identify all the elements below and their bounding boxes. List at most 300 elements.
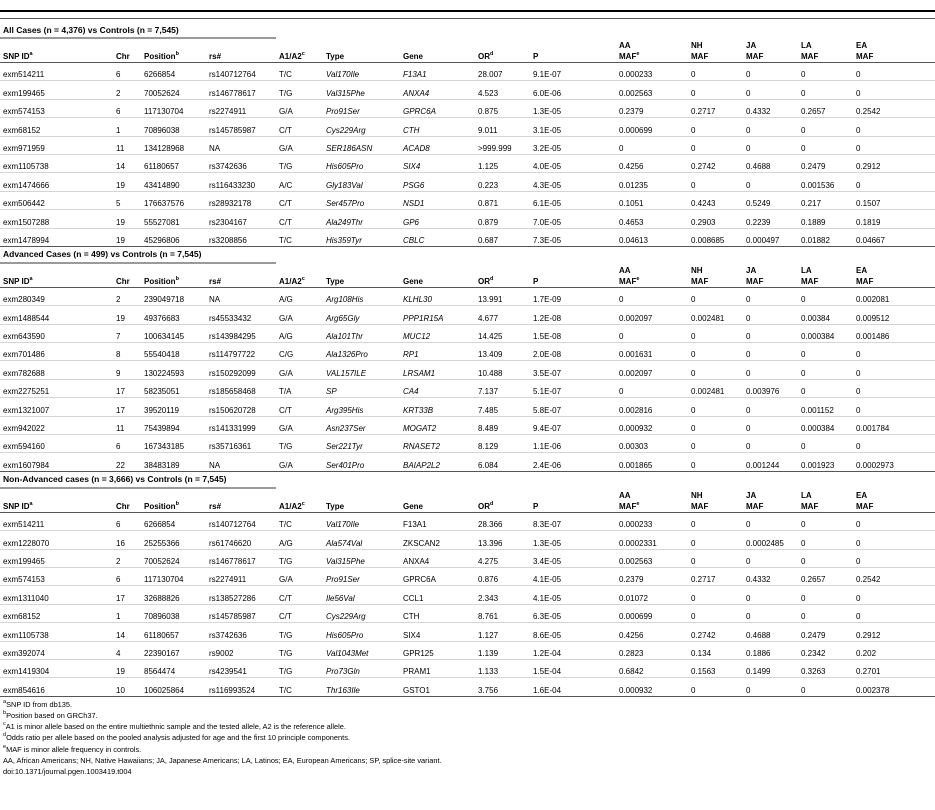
cell: 0.2657 [798,567,853,585]
cell: NSD1 [400,191,475,209]
cell: 1.2E-08 [530,306,616,324]
cell: 0 [853,549,935,567]
cell: ANXA4 [400,81,475,99]
cell: 0 [853,63,935,81]
cell: G/A [276,453,323,471]
cell: 0 [688,173,743,191]
cell: 0.1499 [743,659,798,677]
table-row [0,173,935,191]
cell: Val170Ile [323,512,400,530]
cell: 1.6E-04 [530,678,616,696]
table-row [0,191,935,209]
cell: exm1419304 [0,659,113,677]
cell: 0 [688,343,743,361]
section-title: All Cases (n = 4,376) vs Controls (n = 7,545) [3,24,179,35]
cell: 6 [113,512,141,530]
cell: Ala101Thr [323,324,400,342]
cell: SER186ASN [323,136,400,154]
cell: 14 [113,623,141,641]
cell: 0 [798,81,853,99]
cell: 4.0E-05 [530,154,616,172]
cell: T/G [276,549,323,567]
cell: 0 [688,453,743,471]
cell: 55527081 [141,210,206,228]
cell: 0.4243 [688,191,743,209]
cell: 0.2379 [616,567,688,585]
col-header-nh-maf: NH MAF [688,39,743,63]
cell: 130224593 [141,361,206,379]
cell: RP1 [400,343,475,361]
cell: A/G [276,531,323,549]
footnote-marker: d [3,732,7,739]
cell: 0.2542 [853,567,935,585]
cell: 8564474 [141,659,206,677]
cell: 3.4E-05 [530,549,616,567]
cell: exm1488544 [0,306,113,324]
cell: F13A1 [400,63,475,81]
cell: 0 [798,531,853,549]
cell: 0 [743,549,798,567]
cell: 0 [743,435,798,453]
cell: GPRC6A [400,567,475,585]
cell: 0 [743,343,798,361]
results-table [0,23,935,697]
cell: 0 [798,136,853,154]
col-header-nh-maf: NH MAF [688,264,743,288]
footnote: AA, African Americans; NH, Native Hawaiians; JA, Japanese Americans; LA, Latinos; EA, European Americans; SP, splice-site variant. [3,755,442,765]
cell: MUC12 [400,324,475,342]
cell: Ala574Val [323,531,400,549]
cell: GPR125 [400,641,475,659]
cell: RNASET2 [400,435,475,453]
cell: 45296806 [141,228,206,246]
cell: G/A [276,306,323,324]
cell: 0 [688,63,743,81]
cell: 0.3263 [798,659,853,677]
cell: Val315Phe [323,549,400,567]
cell: 49376683 [141,306,206,324]
footnote-marker: b [3,709,7,716]
table-row [0,118,935,136]
col-header-ja-maf: JA MAF [743,264,798,288]
cell: exm1105738 [0,623,113,641]
top-rule [0,10,935,19]
cell: 0 [798,586,853,604]
footnote-marker: a [29,500,33,507]
cell: CBLC [400,228,475,246]
cell: 0.2742 [688,154,743,172]
cell: 0 [798,435,853,453]
cell: rs9002 [206,641,276,659]
table-row [0,678,935,696]
cell: 0 [688,324,743,342]
cell: 0 [743,416,798,434]
cell: Pro91Ser [323,567,400,585]
cell: rs145785987 [206,604,276,622]
cell: 0 [616,136,688,154]
cell: 239049718 [141,287,206,305]
cell: 0.001631 [616,343,688,361]
cell: NA [206,136,276,154]
cell: 0.002481 [688,306,743,324]
cell: 0.002563 [616,549,688,567]
cell: 1.5E-08 [530,324,616,342]
footnote-marker: e [3,743,7,750]
col-header-la-maf: LA MAF [798,264,853,288]
table-row [0,210,935,228]
cell: 0.001244 [743,453,798,471]
cell: rs140712764 [206,63,276,81]
cell: exm2275251 [0,379,113,397]
cell: Val1043Met [323,641,400,659]
cell: 19 [113,228,141,246]
cell: 10.488 [475,361,530,379]
cell: 6 [113,63,141,81]
cell: ZKSCAN2 [400,531,475,549]
cell: rs3742636 [206,623,276,641]
cell: 0.002378 [853,678,935,696]
cell: 7.3E-05 [530,228,616,246]
cell: 8.129 [475,435,530,453]
cell: 176637576 [141,191,206,209]
cell: T/C [276,228,323,246]
cell: 0 [743,604,798,622]
cell: 0 [743,81,798,99]
footnote: $^e$MAF is minor allele frequency in controls. [3,743,142,754]
cell: Pro73Gln [323,659,400,677]
cell: 0.001536 [798,173,853,191]
cell: rs4239541 [206,659,276,677]
cell: 0 [853,343,935,361]
col-header-position: Position$^b$ [141,489,206,513]
cell: 4.275 [475,549,530,567]
cell: NA [206,453,276,471]
cell: 6.084 [475,453,530,471]
cell: exm1507288 [0,210,113,228]
footnote-marker: b [175,500,179,507]
cell: GPRC6A [400,99,475,117]
cell: 0.001152 [798,398,853,416]
cell: 0.4332 [743,567,798,585]
col-header-gene: Gene [400,39,475,63]
cell: Arg395His [323,398,400,416]
table-row [0,567,935,585]
table-row [0,361,935,379]
cell: 0.00303 [616,435,688,453]
cell: 0 [688,287,743,305]
cell: 0.6842 [616,659,688,677]
cell: 1.5E-04 [530,659,616,677]
footnote-marker: a [29,51,33,57]
cell: rs61746620 [206,531,276,549]
cell: Asn237Ser [323,416,400,434]
cell: Arg108His [323,287,400,305]
cell: T/G [276,435,323,453]
cell: Val315Phe [323,81,400,99]
col-header-la-maf: LA MAF [798,39,853,63]
cell: exm1478994 [0,228,113,246]
cell: 0.4688 [743,623,798,641]
cell: >999.999 [475,136,530,154]
cell: 8.761 [475,604,530,622]
col-header-aa-maf: AA MAF$^e$ [616,489,688,513]
cell: Arg65Gly [323,306,400,324]
cell: C/G [276,343,323,361]
footnote-marker: c [301,500,305,507]
cell: 0 [688,435,743,453]
col-header-snp-id: SNP $ID^a$ [0,489,113,513]
cell: G/A [276,99,323,117]
cell: Gly183Val [323,173,400,191]
cell: A/G [276,324,323,342]
cell: 0 [853,81,935,99]
cell: rs3208856 [206,228,276,246]
col-header-chr: Chr [113,489,141,513]
cell: exm1321007 [0,398,113,416]
cell: G/A [276,416,323,434]
table-row [0,586,935,604]
col-header-ea-maf: EA MAF [853,489,935,513]
cell: rs146778617 [206,81,276,99]
table-row [0,343,935,361]
cell: 7.137 [475,379,530,397]
cell: 6 [113,435,141,453]
cell: 0.4653 [616,210,688,228]
cell: 8.3E-07 [530,512,616,530]
cell: 0.687 [475,228,530,246]
cell: 0.01235 [616,173,688,191]
cell: 0.008685 [688,228,743,246]
cell: 0.01072 [616,586,688,604]
footnote: $^a$SNP ID from db135. [3,698,73,709]
table-row [0,306,935,324]
col-header-type: Type [323,39,400,63]
cell: 0 [688,549,743,567]
cell: 70896038 [141,118,206,136]
cell: C/T [276,210,323,228]
col-header-chr: Chr [113,264,141,288]
cell: G/A [276,567,323,585]
cell: PPP1R15A [400,306,475,324]
cell: 1.3E-05 [530,531,616,549]
cell: rs138527286 [206,586,276,604]
cell: 0 [798,549,853,567]
cell: SP [323,379,400,397]
cell: exm1474666 [0,173,113,191]
cell: 0 [743,118,798,136]
col-header-rs: rs# [206,39,276,63]
cell: exm199465 [0,549,113,567]
col-header-ja-maf: JA MAF [743,39,798,63]
cell: 0 [853,604,935,622]
cell: BAIAP2L2 [400,453,475,471]
cell: 0 [798,379,853,397]
cell: T/G [276,81,323,99]
cell: CCL1 [400,586,475,604]
col-header-p-value: P [530,489,616,513]
table-row [0,531,935,549]
table-body [0,23,935,696]
cell: 5.1E-07 [530,379,616,397]
footnote: doi:10.1371/journal.pgen.1003419.t004 [3,766,132,776]
col-header-ea-maf: EA MAF [853,264,935,288]
cell: 3.1E-05 [530,118,616,136]
cell: exm68152 [0,118,113,136]
cell: exm1311040 [0,586,113,604]
cell: T/G [276,641,323,659]
cell: 0.002816 [616,398,688,416]
cell: rs146778617 [206,549,276,567]
cell: 2.4E-06 [530,453,616,471]
cell: C/T [276,191,323,209]
cell: 100634145 [141,324,206,342]
cell: C/T [276,604,323,622]
cell: 0.0002973 [853,453,935,471]
cell: 1 [113,118,141,136]
cell: 0 [743,173,798,191]
cell: T/A [276,379,323,397]
cell: Ser457Pro [323,191,400,209]
cell: 0.4688 [743,154,798,172]
cell: 0.2717 [688,567,743,585]
cell: 0.217 [798,191,853,209]
cell: 0.875 [475,99,530,117]
cell: 6.3E-05 [530,604,616,622]
cell: KRT33B [400,398,475,416]
cell: 22390167 [141,641,206,659]
cell: 0.871 [475,191,530,209]
footnote-marker: e [636,51,640,57]
cell: 1.1E-06 [530,435,616,453]
cell: 17 [113,379,141,397]
cell: 7.0E-05 [530,210,616,228]
footnote-marker: d [490,500,494,507]
col-header-ja-maf: JA MAF [743,489,798,513]
cell: T/C [276,63,323,81]
col-header-type: Type [323,264,400,288]
cell: 70896038 [141,604,206,622]
cell: 0.000497 [743,228,798,246]
cell: 0.4332 [743,99,798,117]
cell: A/C [276,173,323,191]
cell: 0 [688,361,743,379]
cell: 0 [688,118,743,136]
cell: 0 [743,398,798,416]
cell: 0 [688,586,743,604]
cell: 0.2239 [743,210,798,228]
cell: 0 [688,531,743,549]
cell: 2 [113,287,141,305]
cell: 0 [743,361,798,379]
cell: 0 [798,678,853,696]
section-title: Non-Advanced cases (n = 3,666) vs Controls (n = 7,545) [3,473,227,484]
cell: 0.002481 [688,379,743,397]
cell: ACAD8 [400,136,475,154]
cell: 0.002563 [616,81,688,99]
cell: 6.1E-05 [530,191,616,209]
cell: 0 [688,512,743,530]
cell: 0 [743,512,798,530]
col-header-rs: rs# [206,489,276,513]
cell: rs150620728 [206,398,276,416]
cell: rs140712764 [206,512,276,530]
cell: 134128968 [141,136,206,154]
cell: 0.5249 [743,191,798,209]
cell: 0 [798,604,853,622]
footnote-marker: b [175,275,179,282]
table-row [0,435,935,453]
col-header-la-maf: LA MAF [798,489,853,513]
cell: 1.125 [475,154,530,172]
cell: 0 [853,586,935,604]
cell: 8.6E-05 [530,623,616,641]
cell: exm594160 [0,435,113,453]
cell: 0 [743,324,798,342]
cell: 7 [113,324,141,342]
cell: 0 [616,379,688,397]
cell: 0 [688,81,743,99]
cell: 9.1E-07 [530,63,616,81]
col-header-odds-ratio: $OR^d$ [475,39,530,63]
cell: rs116993524 [206,678,276,696]
footnote-marker: e [636,500,640,507]
footnote-marker: c [301,51,305,57]
cell: 0.003976 [743,379,798,397]
col-header-rs: rs# [206,264,276,288]
cell: 0.2479 [798,623,853,641]
cell: 6266854 [141,512,206,530]
cell: 17 [113,586,141,604]
cell: 0 [798,361,853,379]
cell: 19 [113,306,141,324]
cell: 11 [113,136,141,154]
cell: 8 [113,343,141,361]
cell: A/G [276,287,323,305]
table-row [0,136,935,154]
cell: His605Pro [323,154,400,172]
cell: 3.756 [475,678,530,696]
cell: 0.01882 [798,228,853,246]
cell: 4.3E-05 [530,173,616,191]
cell: 0 [688,398,743,416]
cell: 0.002097 [616,361,688,379]
cell: exm942022 [0,416,113,434]
cell: 0 [853,136,935,154]
cell: exm199465 [0,81,113,99]
table-row [0,641,935,659]
cell: 106025864 [141,678,206,696]
cell: 0.2379 [616,99,688,117]
cell: 1.139 [475,641,530,659]
cell: 0.04667 [853,228,935,246]
cell: 0 [688,136,743,154]
cell: Cys229Arg [323,118,400,136]
cell: 9.4E-07 [530,416,616,434]
cell: GP6 [400,210,475,228]
col-header-gene: Gene [400,264,475,288]
cell: VAL157ILE [323,361,400,379]
section-title: Advanced Cases (n = 499) vs Controls (n = 7,545) [3,248,202,259]
cell: His605Pro [323,623,400,641]
cell: rs2274911 [206,99,276,117]
header-row [0,264,935,288]
cell: PSG6 [400,173,475,191]
table-row [0,512,935,530]
cell: CTH [400,604,475,622]
cell: 0 [616,287,688,305]
cell: 4.1E-05 [530,567,616,585]
cell: 1.3E-05 [530,99,616,117]
